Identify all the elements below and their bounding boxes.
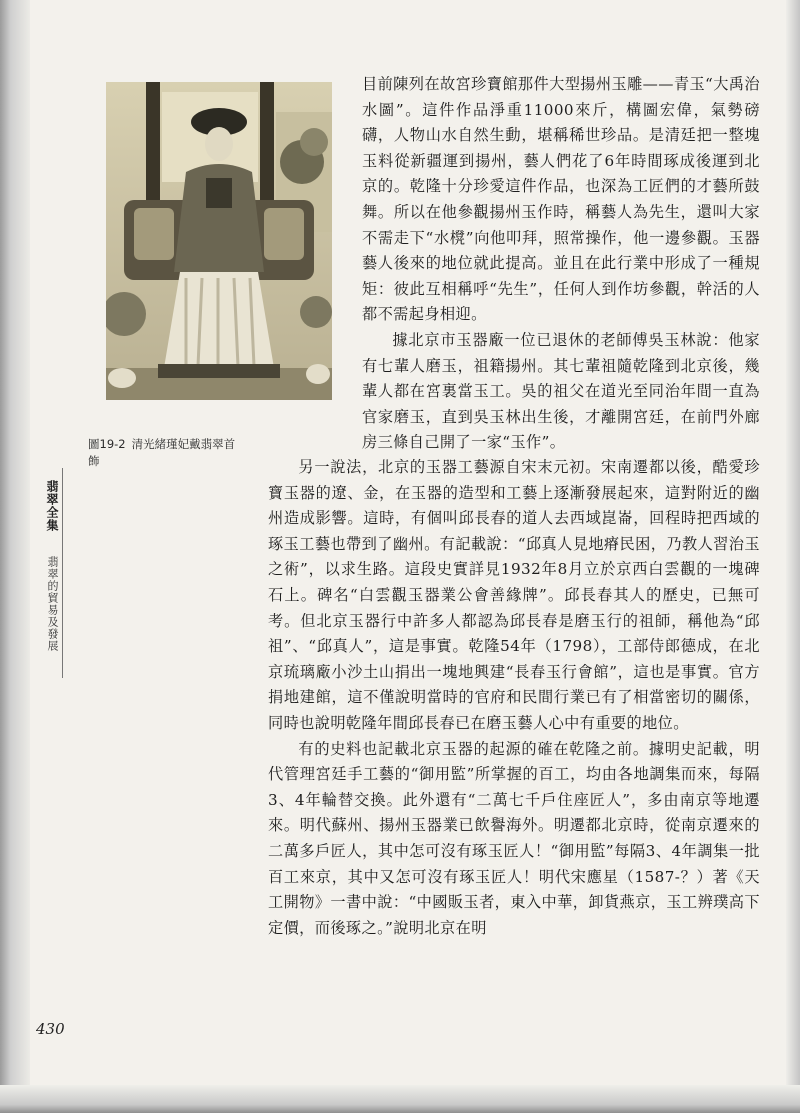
page-edge-right	[786, 0, 800, 1113]
paragraph: 另一說法，北京的玉器工藝源自宋末元初。宋南遷都以後，酷愛珍寶玉器的遼、金，在玉器的造型和工藝上逐漸發展起來，這對附近的幽州造成影響。這時，有個叫邱長春的道人去西域崑崙，回程時把西域的琢玉工藝也帶到了幽州。有記載說：“邱真人見地瘠民困，乃教人習治玉之術”，以求生路。這段史實詳見1932年8月立於京西白雲觀的一塊碑石上。碑名“白雲觀玉器業公會善緣牌”。邱長春其人的歷史，已無可考。但北京玉器行中許多人都認為邱長春是磨玉行的祖師，稱他為“邱祖”、“邱真人”，這是事實。乾隆54年（1798），工部侍郎德成，在北京琉璃廠小沙土山捐出一塊地興建“長春玉行會館”，這也是事實。官方捐地建館，這不僅說明當時的官府和民間行業已有了相當密切的關係，同時也說明乾隆年間邱長春已在磨玉藝人心中有重要的地位。	[268, 458, 760, 732]
page-edge-bottom	[0, 1085, 800, 1113]
paragraph: 據北京市玉器廠一位已退休的老師傅吳玉林說：他家有七輩人磨玉，祖籍揚州。其七輩祖隨乾隆到北京後，幾輩人都在宮裏當玉工。吳的祖父在道光至同治年間一直為官家磨玉，直到吳玉林出生後，才離開宮廷，在前門外廊房三條自己開了一家“玉作”。	[362, 330, 760, 452]
sidebar-rule	[62, 468, 63, 678]
paragraph: 目前陳列在故宮珍寶館那件大型揚州玉雕——青玉“大禹治水圖”。這件作品淨重11000來斤，構圖宏偉，氣勢磅礴，人物山水自然生動，堪稱稀世珍品。是清廷把一整塊玉料從新疆運到揚州，藝人們花了6年時間琢成後運到北京的。乾隆十分珍愛這件作品，也深為工匠們的才藝所鼓舞。所以在他參觀揚州玉作時，稱藝人為先生，還叫大家不需走下“水櫈”向他叩拜，照常操作，他一邊參觀。玉器藝人後來的地位就此提高。並且在此行業中形成了一種規矩：彼此互相稱呼“先生”，任何人到作坊參觀，幹活的人都不需起身相迎。	[362, 75, 760, 324]
paragraph: 有的史料也記載北京玉器的起源的確在乾隆之前。據明史記載，明代管理宮廷手工藝的“御用監”所掌握的百工，均由各地調集而來，每隔3、4年輪替交換。此外還有“二萬七千戶住座匠人”，多由南京等地遷來。明代蘇州、揚州玉器業已飲譽海外。明遷都北京時，從南京遷來的二萬多戶匠人，其中怎可沒有琢玉匠人！“御用監”每隔3、4年調集一批百工來京，其中又怎可沒有琢玉匠人！明代宋應星（1587-？）著《天工開物》一書中說：“中國販玉者，東入中華，卸貨燕京，玉工辨璞高下定價，而後琢之。”說明北京在明	[268, 739, 760, 937]
sidebar-chapter-title: 翡翠的貿易及發展	[46, 556, 59, 652]
figure-number: 圖19-2	[88, 437, 126, 451]
page-edge-left	[0, 0, 30, 1113]
figure-caption-text: 清光緒瑾妃戴翡翠首飾	[88, 437, 236, 468]
historical-photo	[106, 82, 332, 400]
sidebar-book-title: 翡翠全集	[45, 480, 59, 532]
body-text-column	[362, 72, 760, 456]
figure-caption	[88, 436, 246, 470]
page-number: 430	[36, 1020, 65, 1038]
body-text-wide	[268, 455, 760, 941]
